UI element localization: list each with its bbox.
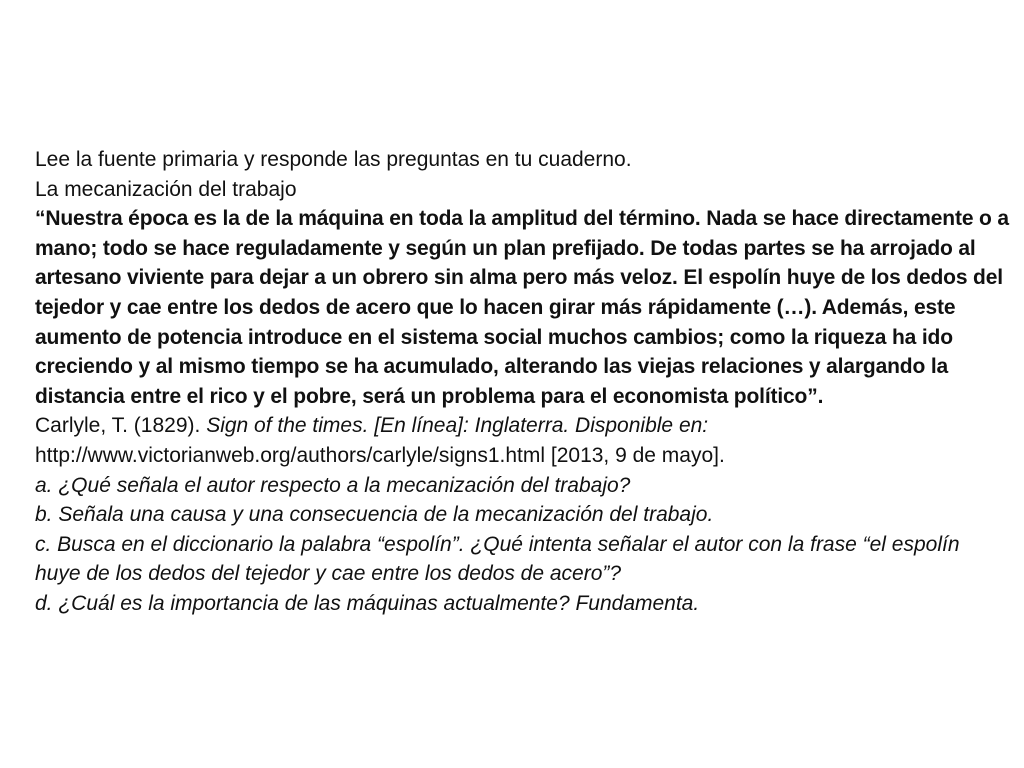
citation-title: Sign of the times. [En línea]: Inglaterra. Disponible en: — [206, 414, 709, 438]
question-b: b. Señala una causa y una consecuencia de la mecanización del trabajo. — [35, 503, 714, 527]
subtitle-text: La mecanización del trabajo — [35, 177, 297, 201]
citation-url: http://www.victorianweb.org/authors/carlyle/signs1.html [2013, 9 de mayo]. — [35, 443, 725, 467]
citation-author: Carlyle, T. (1829). — [35, 414, 207, 438]
question-a: a. ¿Qué señala el autor respecto a la mecanización del trabajo? — [35, 473, 631, 497]
question-c: c. Busca en el diccionario la palabra “espolín”. ¿Qué intenta señalar el autor con la frase “el espolín huye de los dedos del tejedor y cae entre los dedos de acero”? — [35, 532, 960, 586]
instruction-text: Lee la fuente primaria y responde las preguntas en tu cuaderno. — [35, 148, 632, 171]
citation-line — [35, 411, 1020, 441]
text-block — [35, 145, 1020, 619]
quote-text: “Nuestra época es la de la máquina en toda la amplitud del término. Nada se hace directamente o a mano; todo se hace reguladamente y según un plan prefijado. De todas partes se ha arrojado al artesano viviente para dejar a un obrero sin alma pero más veloz. El espolín huye de los dedos del tejedor y cae entre los dedos de acero que lo hacen girar más rápidamente (…). Además, este aumento de potencia introduce en el sistema social muchos cambios; como la riqueza ha ido creciendo y al mismo tiempo se ha acumulado, alterando las viejas relaciones y alargando la distancia entre el rico y el pobre, será un problema para el economista político”. — [35, 207, 1009, 408]
question-d: d. ¿Cuál es la importancia de las máquinas actualmente? Fundamenta. — [35, 591, 700, 615]
